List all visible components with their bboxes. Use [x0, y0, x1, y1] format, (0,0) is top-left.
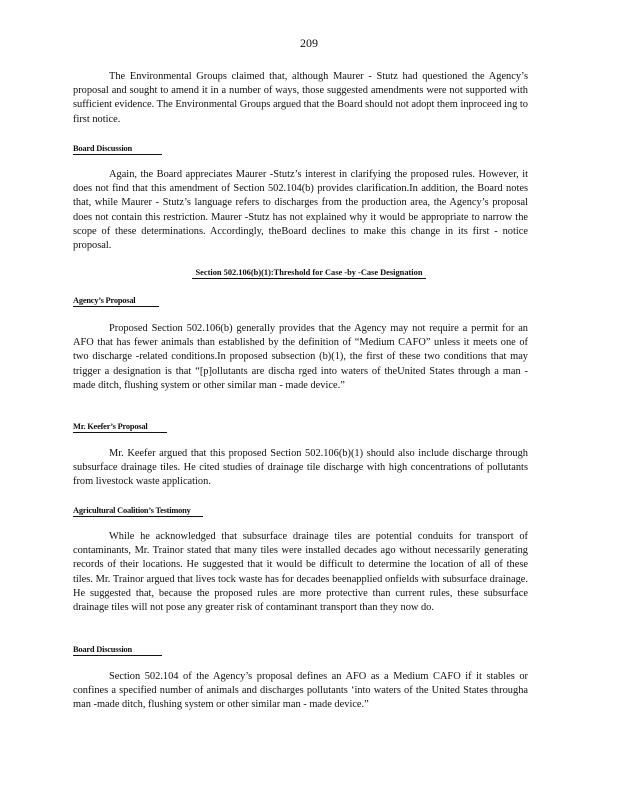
section-heading-502-106-b-1	[0, 268, 618, 279]
heading-board-discussion-1-text: Board Discussion	[73, 144, 162, 155]
paragraph-environmental-groups: The Environmental Groups claimed that, although Maurer - Stutz had questioned the Agency’s proposal and sought to amend it in a number of ways, those suggested amendments were not supported with sufficient evidence. The Environmental Groups argued that the Board should not adopt them inproceed ing to first notice.	[73, 71, 528, 125]
heading-board-discussion-2	[73, 645, 162, 656]
heading-board-discussion-1	[73, 144, 162, 155]
paragraph-keefer-proposal: Mr. Keefer argued that this proposed Section 502.106(b)(1) should also include discharge through subsurface drainage tiles. He cited studies of drainage tile discharge with high concentrations of pollutants from livestock waste application.	[73, 448, 528, 488]
section-heading-text: Section 502.106(b)(1):Threshold for Case -by -Case Designation	[192, 268, 427, 279]
heading-keefer-proposal-text: Mr. Keefer’s Proposal	[73, 422, 167, 433]
heading-agency-proposal-text: Agency’s Proposal	[73, 296, 159, 307]
heading-agricultural-coalition	[73, 506, 203, 517]
paragraph-agency-proposal: Proposed Section 502.106(b) generally provides that the Agency may not require a permit for an AFO that has fewer animals than established by the definition of “Medium CAFO” unless it meets one of two discharge -related conditions.In proposed subsection (b)(1), the first of these two conditions that may trigger a designation is that “[p]ollutants are discha rged into waters of theUnited States through a man - made ditch, flushing system or other similar man - made device.”	[73, 323, 528, 391]
heading-board-discussion-2-text: Board Discussion	[73, 645, 162, 656]
paragraph-board-discussion-2: Section 502.104 of the Agency’s proposal defines an AFO as a Medium CAFO if it stables or confines a specified number of animals and discharges pollutants ‘into waters of the United States througha man -made ditch, flushing system or other similar man - made device.”	[73, 671, 528, 711]
paragraph-board-discussion-1: Again, the Board appreciates Maurer -Stutz’s interest in clarifying the proposed rules. However, it does not find that this amendment of Section 502.104(b) provides clarification.In addition, the Board notes that, while Maurer - Stutz’s language refers to discharges from the production area, the Agency’s proposal does not contain this restriction. Maurer -Stutz has not explained why it would be appropriate to narrow the scope of these determinations. Accordingly, theBoard declines to make this change in its first - notice proposal.	[73, 169, 528, 252]
heading-agency-proposal	[73, 296, 159, 307]
page-number: 209	[300, 36, 318, 50]
paragraph-agricultural-coalition: While he acknowledged that subsurface drainage tiles are potential conduits for transport of contaminants, Mr. Trainor stated that many tiles were installed decades ago without necessarily generating records of their locations. He suggested that it would be difficult to determine the location of all of these tiles. Mr. Trainor argued that lives tock waste has for decades beenapplied onfields with subsurface drainage. He suggested that, because the proposed rules are more protective than current rules, these subsurface drainage tiles will not pose any greater risk of contaminant transport than they now do.	[73, 531, 528, 614]
heading-keefer-proposal	[73, 422, 167, 433]
heading-agricultural-coalition-text: Agricultural Coalition’s Testimony	[73, 506, 203, 517]
